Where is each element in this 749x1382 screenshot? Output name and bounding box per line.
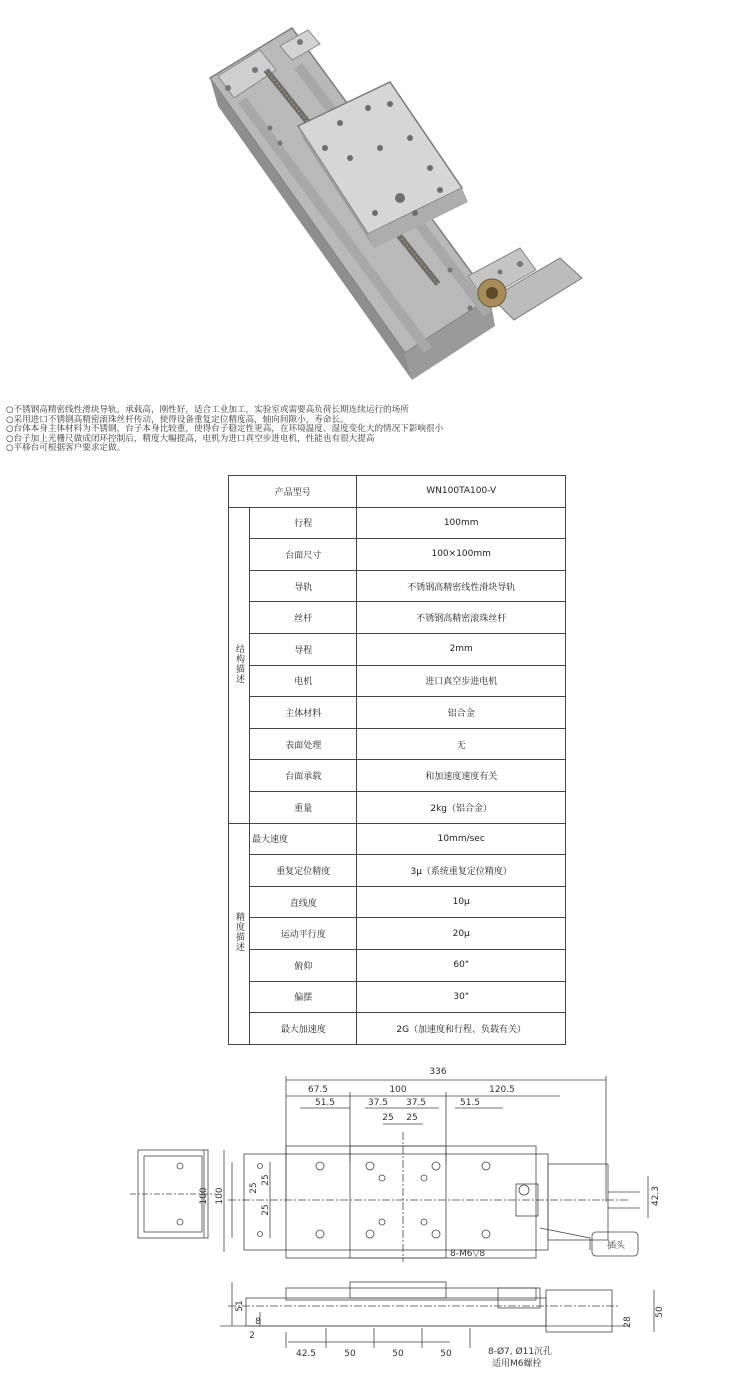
row-value: 不锈钢高精密滚珠丝杆 <box>357 602 566 634</box>
table-row <box>229 760 566 792</box>
table-row <box>229 918 566 950</box>
feature-item: ○平移台可根据客户要求定做。 <box>6 443 126 454</box>
dim-seg-left: 67.5 <box>307 1085 329 1095</box>
feature-item: ○不锈钢高精密线性滑块导轨，承载高，刚性好，适合工业加工，实验室或需要高负荷长期连续运行的场所 <box>6 405 409 415</box>
model-label: 产品型号 <box>229 476 357 508</box>
dim-small-b: 25 <box>406 1113 418 1123</box>
dim-front-right: 50 <box>655 1306 665 1318</box>
table-row <box>229 697 566 729</box>
table-row <box>229 539 566 571</box>
table-row <box>229 855 566 887</box>
row-value: 无 <box>357 728 566 760</box>
group-structure: 结构描述 <box>229 507 250 823</box>
table-row <box>229 476 566 508</box>
row-label: 台面尺寸 <box>250 539 357 571</box>
dim-pitch-first: 42.5 <box>295 1349 317 1359</box>
row-label: 重复定位精度 <box>250 855 357 887</box>
row-label: 重量 <box>250 791 357 823</box>
row-label: 最大加速度 <box>250 1013 357 1045</box>
row-label: 最大速度 <box>250 823 357 855</box>
dim-small-a: 25 <box>382 1113 394 1123</box>
dim-top-height: 100 <box>215 1187 225 1205</box>
feature-item: ○采用进口不锈钢高精密滚珠丝杆传动，使得设备重复定位精度高，轴向间隙小，寿命长。 <box>6 414 349 425</box>
row-value: 不锈钢高精密线性滑块导轨 <box>357 570 566 602</box>
spec-table <box>228 475 566 1045</box>
row-label: 电机 <box>250 665 357 697</box>
table-row <box>229 981 566 1013</box>
table-row <box>229 633 566 665</box>
row-label: 表面处理 <box>250 728 357 760</box>
dim-inner-a: 37.5 <box>367 1098 389 1108</box>
row-value: 进口真空步进电机 <box>357 665 566 697</box>
dim-seg-right: 120.5 <box>489 1085 515 1095</box>
thread-note: 8-M6▽8 <box>450 1249 486 1259</box>
row-value: 2kg（铝合金） <box>357 791 566 823</box>
dim-pitch-2: 50 <box>392 1349 404 1359</box>
dim-pitch-3: 50 <box>440 1349 452 1359</box>
table-row <box>229 602 566 634</box>
model-value: WN100TA100-V <box>357 476 566 508</box>
row-value: 10μ <box>357 886 566 918</box>
table-row <box>229 949 566 981</box>
row-value: 100mm <box>357 507 566 539</box>
row-label: 主体材料 <box>250 697 357 729</box>
table-row <box>229 728 566 760</box>
dim-v-b: 25 <box>249 1182 259 1194</box>
row-label: 导轨 <box>250 570 357 602</box>
row-value: 100×100mm <box>357 539 566 571</box>
table-row <box>229 791 566 823</box>
dim-front-height: 51 <box>235 1300 245 1312</box>
row-label: 直线度 <box>250 886 357 918</box>
row-value: 30" <box>357 981 566 1013</box>
row-label: 俯仰 <box>250 949 357 981</box>
table-row <box>229 665 566 697</box>
row-label: 运动平行度 <box>250 918 357 950</box>
row-value: 2mm <box>357 633 566 665</box>
dim-overall: 336 <box>429 1067 447 1077</box>
row-value: 铝合金 <box>357 697 566 729</box>
dim-seg-mid: 100 <box>389 1085 407 1095</box>
dim-v-a: 25 <box>261 1174 271 1186</box>
dim-inner-right: 51.5 <box>459 1098 481 1108</box>
row-value: 20μ <box>357 918 566 950</box>
row-value: 2G（加速度和行程、负载有关） <box>357 1013 566 1045</box>
group-precision: 精度描述 <box>229 823 250 1044</box>
technical-drawing <box>120 1062 680 1378</box>
table-row <box>229 570 566 602</box>
feature-item: ○台子加上光栅尺做成闭环控制后，精度大幅提高，电机为进口真空步进电机，性能也有很大提高 <box>6 433 375 444</box>
hole-note: 8-Ø7, Ø11沉孔 <box>488 1347 553 1357</box>
dim-pitch-1: 50 <box>344 1349 356 1359</box>
row-label: 行程 <box>250 507 357 539</box>
table-row <box>229 507 566 539</box>
dim-right: 42.3 <box>651 1185 661 1207</box>
table-row <box>229 823 566 855</box>
feature-item: ○台体本身主体材料为不锈钢，台子本身比较重，使得台子稳定性更高，在环境温度、湿度变化大的情况下影响很小 <box>6 424 444 435</box>
table-row <box>229 886 566 918</box>
row-value: 3μ（系统重复定位精度） <box>357 855 566 887</box>
row-value: 60" <box>357 949 566 981</box>
row-value: 10mm/sec <box>357 823 566 855</box>
connector-label: 插头 <box>606 1241 626 1251</box>
dim-front-2: 2 <box>249 1331 255 1341</box>
row-value: 和加速度速度有关 <box>357 760 566 792</box>
row-label: 导程 <box>250 633 357 665</box>
dim-front-8: 8 <box>255 1317 261 1327</box>
row-label: 丝杆 <box>250 602 357 634</box>
hole-note-2: 适用M6螺栓 <box>492 1359 542 1369</box>
dim-inner-left: 51.5 <box>314 1098 336 1108</box>
dim-front-28: 28 <box>623 1316 633 1328</box>
dim-v-c: 25 <box>261 1204 271 1216</box>
row-label: 偏摆 <box>250 981 357 1013</box>
dim-side-height: 100 <box>199 1187 209 1205</box>
product-photo <box>200 8 610 400</box>
table-row <box>229 1013 566 1045</box>
row-label: 台面承载 <box>250 760 357 792</box>
feature-list <box>6 406 746 454</box>
dim-inner-b: 37.5 <box>405 1098 427 1108</box>
